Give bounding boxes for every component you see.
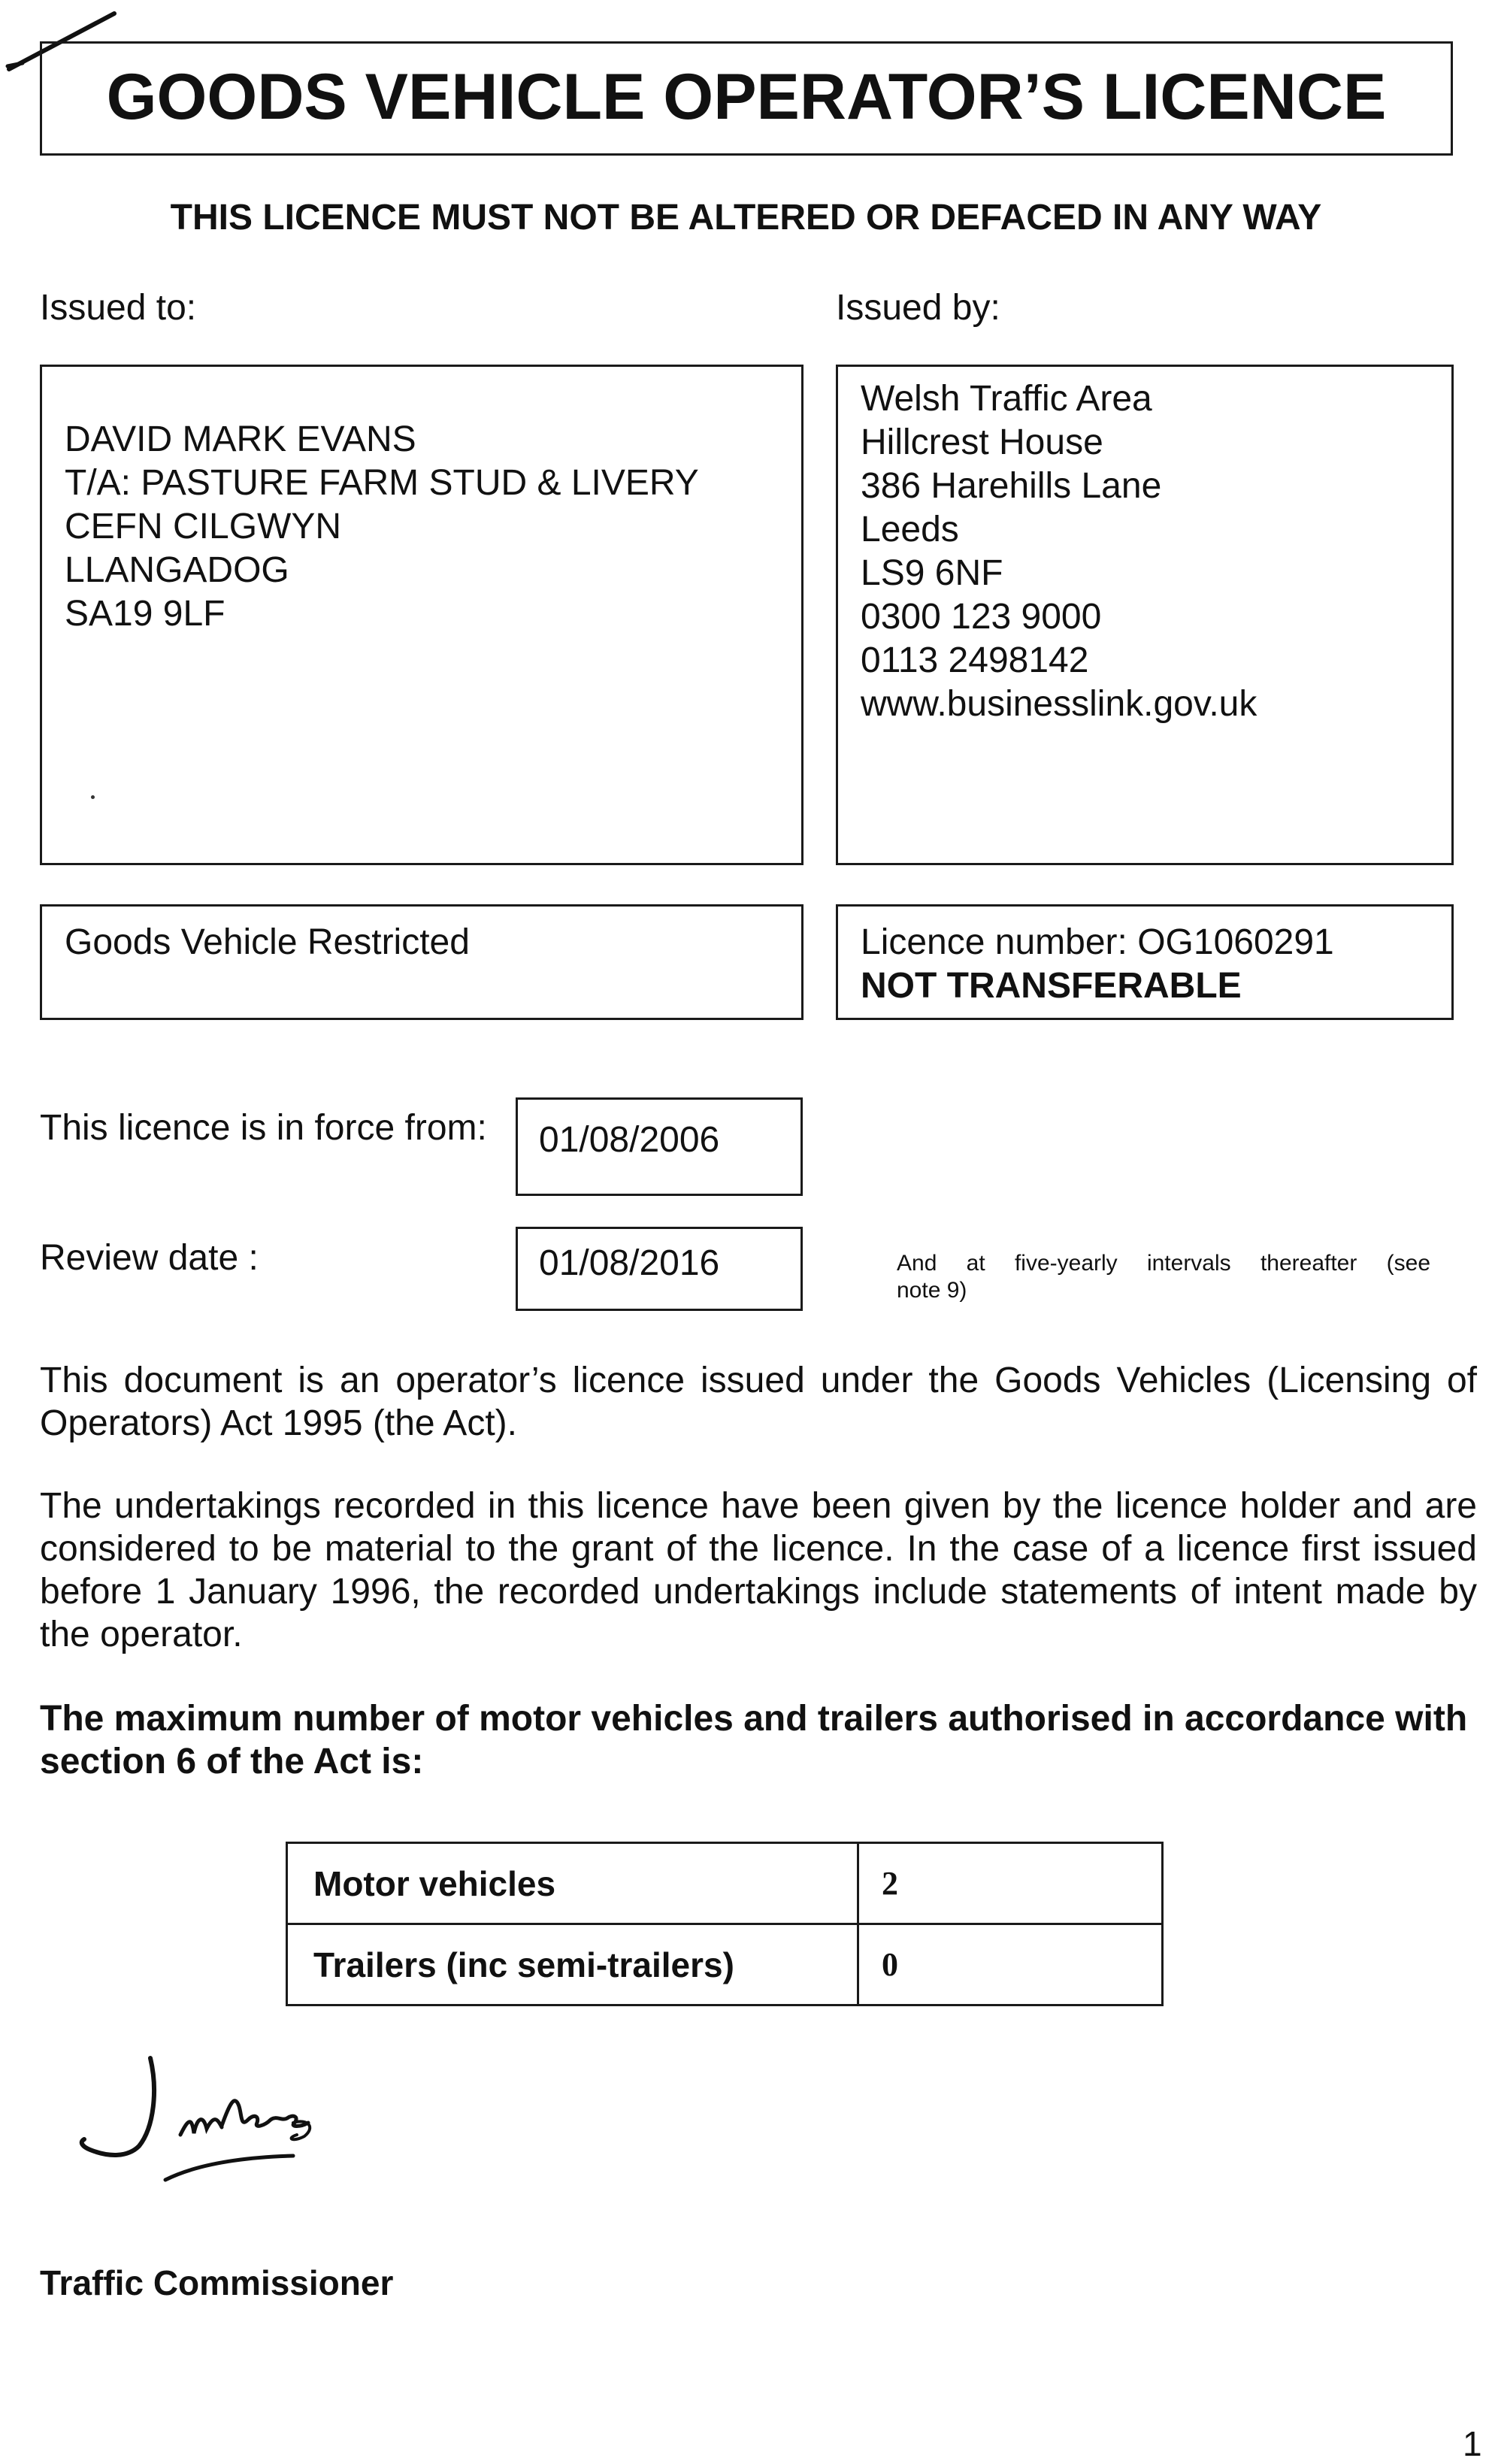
- table-row: [287, 1843, 1163, 1924]
- issued-to-label: Issued to:: [40, 288, 197, 328]
- review-note-line2: note 9): [897, 1278, 967, 1303]
- signatory-role: Traffic Commissioner: [40, 2263, 394, 2302]
- in-force-date: 01/08/2006: [539, 1120, 720, 1160]
- page-number: 1: [1463, 2424, 1482, 2463]
- title-box: [40, 41, 1453, 156]
- licence-number: Licence number: OG1060291: [861, 922, 1334, 962]
- authorisation-label: Motor vehicles: [287, 1843, 858, 1924]
- issued-by-line: 0300 123 9000: [861, 597, 1102, 637]
- undertakings-paragraph: The undertakings recorded in this licence have been given by the licence holder and are considered to be material to the grant of the licence. In the case of a licence first issued before 1 January 1996, the recorded undertakings include statements of intent made by the operator.: [40, 1486, 1477, 1654]
- table-row: [287, 1924, 1163, 2005]
- document-title: GOODS VEHICLE OPERATOR’S LICENCE: [106, 61, 1387, 133]
- warning-notice: THIS LICENCE MUST NOT BE ALTERED OR DEFACED IN ANY WAY: [170, 198, 1322, 238]
- issued-to-box: [40, 365, 804, 865]
- authorisation-heading: The maximum number of motor vehicles and trailers authorised in accordance with section 6 of the Act is:: [40, 1699, 1468, 1781]
- issued-to-line: T/A: PASTURE FARM STUD & LIVERY: [65, 463, 699, 503]
- licence-type-box: [40, 904, 804, 1020]
- signature-image: [68, 2045, 383, 2195]
- issued-by-line: Welsh Traffic Area: [861, 379, 1152, 419]
- issued-to-line: CEFN CILGWYN: [65, 507, 342, 546]
- review-note-line1: And at five-yearly intervals thereafter (see: [897, 1251, 1430, 1276]
- review-date-box: [516, 1227, 803, 1311]
- issued-by-line: Hillcrest House: [861, 422, 1103, 462]
- issued-by-line: Leeds: [861, 510, 959, 549]
- licence-number-box: [836, 904, 1454, 1020]
- authorisation-value: 2: [858, 1843, 1163, 1924]
- authorisation-label: Trailers (inc semi-trailers): [287, 1924, 858, 2005]
- licence-type: Goods Vehicle Restricted: [65, 922, 470, 962]
- in-force-label: This licence is in force from:: [40, 1108, 487, 1148]
- issued-to-line: DAVID MARK EVANS: [65, 419, 416, 459]
- issued-by-line: 0113 2498142: [861, 640, 1089, 680]
- issued-to-address: [65, 418, 699, 636]
- issued-by-address: [861, 377, 1257, 726]
- issued-by-line: www.businesslink.gov.uk: [861, 684, 1257, 724]
- in-force-box: [516, 1097, 803, 1196]
- issued-by-line: 386 Harehills Lane: [861, 466, 1162, 506]
- review-date: 01/08/2016: [539, 1243, 720, 1283]
- authorisation-table: [286, 1842, 1164, 2006]
- licence-description: This document is an operator’s licence issued under the Goods Vehicles (Licensing of Operators) Act 1995 (the Act).: [40, 1361, 1477, 1443]
- not-transferable: NOT TRANSFERABLE: [861, 966, 1242, 1006]
- issued-by-box: [836, 365, 1454, 865]
- issued-to-line: SA19 9LF: [65, 594, 225, 634]
- issued-by-label: Issued by:: [836, 288, 1000, 328]
- issued-by-line: LS9 6NF: [861, 553, 1003, 593]
- review-date-label: Review date :: [40, 1238, 259, 1278]
- speck: [91, 795, 95, 799]
- authorisation-value: 0: [858, 1924, 1163, 2005]
- issued-to-line: LLANGADOG: [65, 550, 289, 590]
